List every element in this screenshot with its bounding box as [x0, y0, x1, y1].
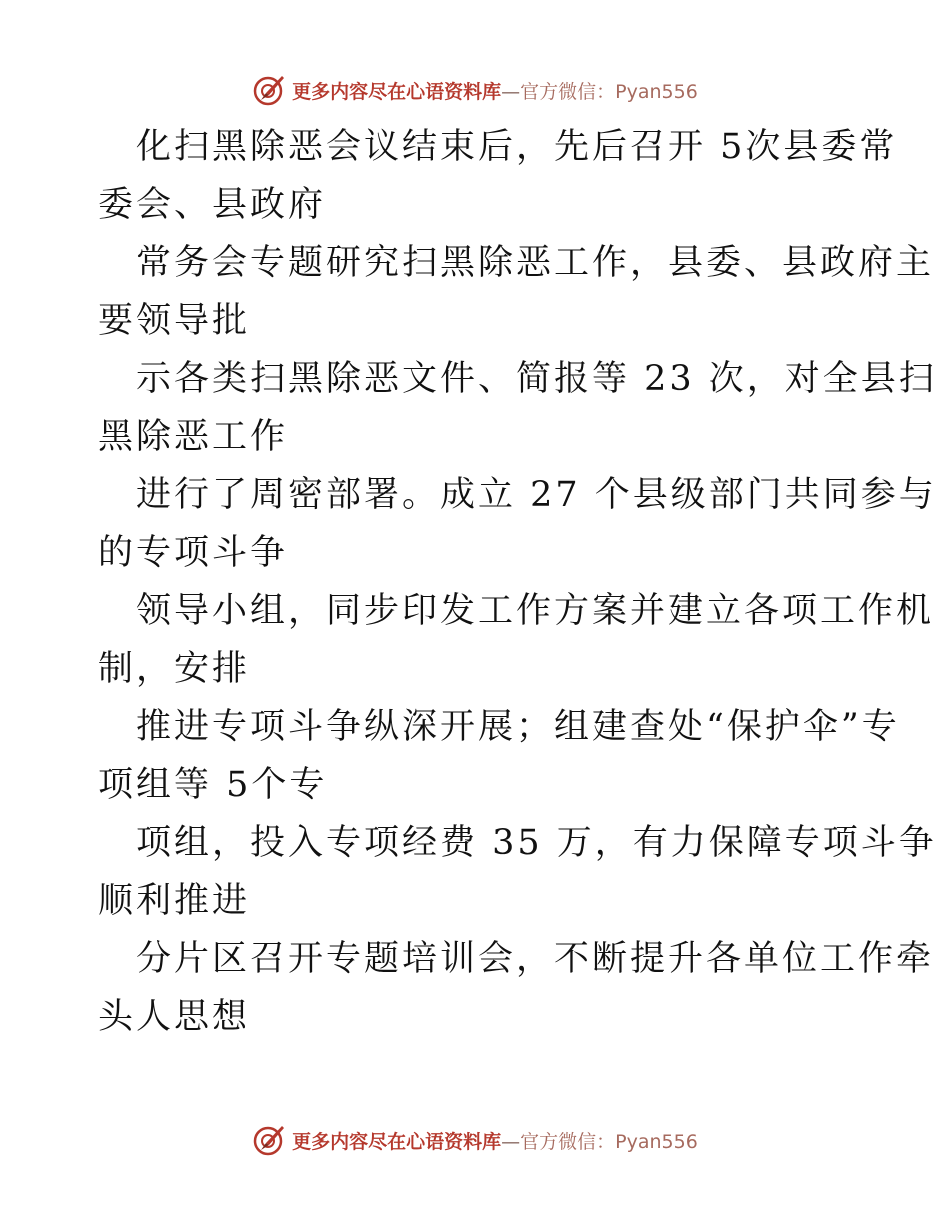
text-line: 的专项斗争 — [98, 533, 289, 573]
text-line: 要领导批 — [98, 301, 251, 341]
quill-logo-icon — [252, 73, 286, 107]
watermark-main: 更多内容尽在心语资料库 — [292, 1130, 502, 1153]
text-line: 化扫黑除恶会议结束后，先后召开 5次县委常 — [136, 127, 898, 167]
text-line: 头人思想 — [98, 997, 251, 1037]
watermark-text — [292, 77, 698, 104]
text-line: 项组，投入专项经费 35 万，有力保障专项斗争 — [136, 823, 937, 863]
text-line: 领导小组，同步印发工作方案并建立各项工作机 — [136, 591, 935, 631]
text-line: 顺利推进 — [98, 881, 251, 921]
watermark-main: 更多内容尽在心语资料库 — [292, 80, 502, 103]
watermark-separator: — — [501, 80, 521, 103]
text-line: 黑除恶工作 — [98, 417, 289, 457]
watermark-separator: — — [501, 1130, 521, 1153]
header-watermark — [0, 70, 950, 110]
text-line: 示各类扫黑除恶文件、简报等 23 次，对全县扫 — [136, 359, 937, 399]
footer-watermark — [0, 1120, 950, 1160]
watermark-text — [292, 1127, 698, 1154]
watermark-suffix: 官方微信：Pyan556 — [520, 80, 698, 103]
document-body — [98, 118, 937, 1046]
text-line: 常务会专题研究扫黑除恶工作，县委、县政府主 — [136, 243, 935, 283]
text-line: 委会、县政府 — [98, 185, 327, 225]
watermark-suffix: 官方微信：Pyan556 — [520, 1130, 698, 1153]
text-line: 项组等 5个专 — [98, 765, 328, 805]
text-line: 进行了周密部署。成立 27 个县级部门共同参与 — [136, 475, 937, 515]
text-line: 推进专项斗争纵深开展；组建查处“保护伞”专 — [136, 707, 900, 747]
text-line: 分片区召开专题培训会，不断提升各单位工作牵 — [136, 939, 935, 979]
quill-logo-icon — [252, 1123, 286, 1157]
text-line: 制，安排 — [98, 649, 251, 689]
